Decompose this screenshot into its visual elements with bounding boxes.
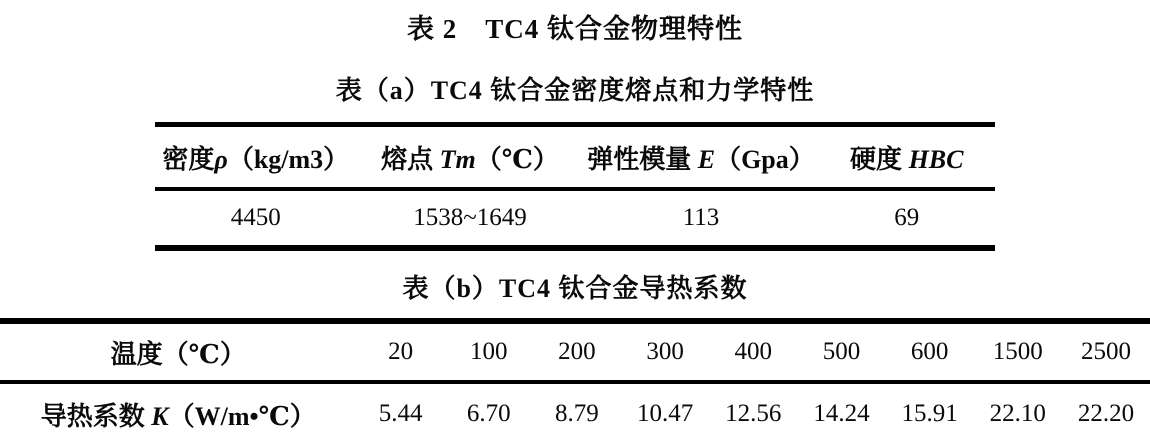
label-unit: （W/m•℃） bbox=[168, 401, 316, 431]
temperature-value: 600 bbox=[910, 338, 949, 365]
header-unit: （℃） bbox=[475, 144, 559, 174]
temperature-value: 200 bbox=[558, 338, 596, 365]
table-a-header-density bbox=[155, 139, 357, 176]
table-b-temperature-row bbox=[0, 324, 1150, 384]
conductivity-value: 5.44 bbox=[378, 400, 423, 427]
header-text: 硬度 bbox=[850, 144, 909, 174]
temperature-value: 2500 bbox=[1080, 338, 1131, 365]
table2-main-title: 表 2 TC4 钛合金物理特性 bbox=[406, 14, 743, 44]
header-text: 密度 bbox=[162, 144, 215, 174]
conductivity-value: 15.91 bbox=[901, 400, 958, 427]
table-b bbox=[0, 318, 1150, 443]
hardness-value: 69 bbox=[894, 204, 920, 231]
table-b-caption: 表（b）TC4 钛合金导热系数 bbox=[402, 274, 748, 303]
conductivity-value: 6.70 bbox=[466, 400, 511, 427]
e-symbol: E bbox=[697, 144, 716, 174]
conductivity-value: 8.79 bbox=[555, 400, 599, 427]
table-a bbox=[155, 122, 995, 251]
header-text: 熔点 bbox=[381, 144, 440, 174]
conductivity-value: 10.47 bbox=[636, 400, 694, 427]
table-a-header-hardness bbox=[819, 139, 995, 176]
temperature-value: 400 bbox=[734, 338, 773, 365]
table-a-header-row bbox=[155, 127, 995, 191]
temperature-value: 500 bbox=[822, 338, 861, 365]
conductivity-value: 12.56 bbox=[725, 400, 782, 427]
conductivity-value: 22.20 bbox=[1077, 400, 1135, 427]
tm-symbol: Tm bbox=[439, 144, 476, 174]
table-a-caption: 表（a）TC4 钛合金密度熔点和力学特性 bbox=[335, 76, 815, 105]
elastic-modulus-value: 113 bbox=[682, 204, 720, 231]
table-a-header-melting-point bbox=[357, 139, 584, 176]
melting-point-value: 1538~1649 bbox=[413, 204, 527, 231]
conductivity-row-label bbox=[0, 396, 357, 433]
header-unit: （Gpa） bbox=[715, 144, 815, 174]
temperature-value: 300 bbox=[646, 338, 684, 365]
temperature-value: 20 bbox=[388, 338, 414, 365]
hbc-symbol: HBC bbox=[908, 144, 964, 174]
temperature-row-label: 温度（℃） bbox=[110, 339, 246, 369]
temperature-value: 1500 bbox=[992, 338, 1043, 365]
conductivity-value: 14.24 bbox=[813, 400, 870, 427]
temperature-value: 100 bbox=[470, 338, 508, 365]
table-a-value-row bbox=[155, 191, 995, 245]
header-text: 弹性模量 bbox=[587, 144, 698, 174]
header-unit: （kg/m3） bbox=[227, 144, 350, 174]
conductivity-value: 22.10 bbox=[989, 400, 1046, 427]
k-symbol: K bbox=[151, 401, 169, 431]
label-text: 导热系数 bbox=[40, 401, 152, 431]
rho-symbol: ρ bbox=[214, 144, 228, 174]
density-value: 4450 bbox=[230, 204, 281, 231]
table-a-header-elastic-modulus bbox=[583, 139, 818, 176]
table-b-conductivity-row bbox=[0, 384, 1150, 443]
